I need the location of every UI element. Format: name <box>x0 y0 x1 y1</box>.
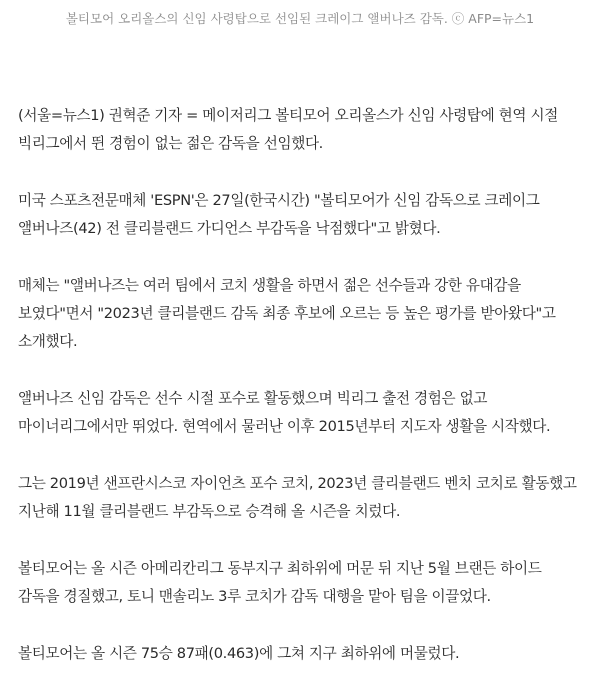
article-paragraph: 매체는 "앨버나즈는 여러 팀에서 코치 생활을 하면서 젊은 선수들과 강한 유대감을 보였다"면서 "2023년 클리블랜드 감독 최종 후보에 오르는 등 높은 평가를 받아왔다"고 소개했다. <box>18 277 556 350</box>
article-body <box>18 102 584 697</box>
article-paragraph: 볼티모어는 올 시즌 아메리칸리그 동부지구 최하위에 머문 뒤 지난 5월 브랜든 하이드 감독을 경질했고, 토니 맨솔리노 3루 코치가 감독 대행을 맡아 팀을 이끌었다. <box>18 560 542 605</box>
article-paragraph: 그는 2019년 샌프란시스코 자이언츠 포수 코치, 2023년 클리블랜드 벤치 코치로 활동했고 지난해 11월 클리블랜드 부감독으로 승격해 올 시즌을 치렀다. <box>18 475 577 520</box>
article-paragraph: 볼티모어는 올 시즌 75승 87패(0.463)에 그쳐 지구 최하위에 머물렀다. <box>18 645 460 662</box>
article-paragraph: 앨버나즈 신임 감독은 선수 시절 포수로 활동했으며 빅리그 출전 경험은 없고 마이너리그에서만 뛰었다. 현역에서 물러난 이후 2015년부터 지도자 생활을 시작했다. <box>18 390 551 435</box>
article-paragraph: (서울=뉴스1) 권혁준 기자 = 메이저리그 볼티모어 오리올스가 신임 사령탑에 현역 시절 빅리그에서 뛴 경험이 없는 젊은 감독을 선임했다. <box>18 107 558 152</box>
article-paragraph: 미국 스포츠전문매체 'ESPN'은 27일(한국시간) "볼티모어가 신임 감독으로 크레이그 앨버나즈(42) 전 클리블랜드 가디언스 부감독을 낙점했다"고 밝혔다. <box>18 192 540 237</box>
photo-caption: 볼티모어 오리올스의 신임 사령탑으로 선임된 크레이그 앨버나즈 감독. ⓒ AFP=뉴스1 <box>65 11 535 26</box>
